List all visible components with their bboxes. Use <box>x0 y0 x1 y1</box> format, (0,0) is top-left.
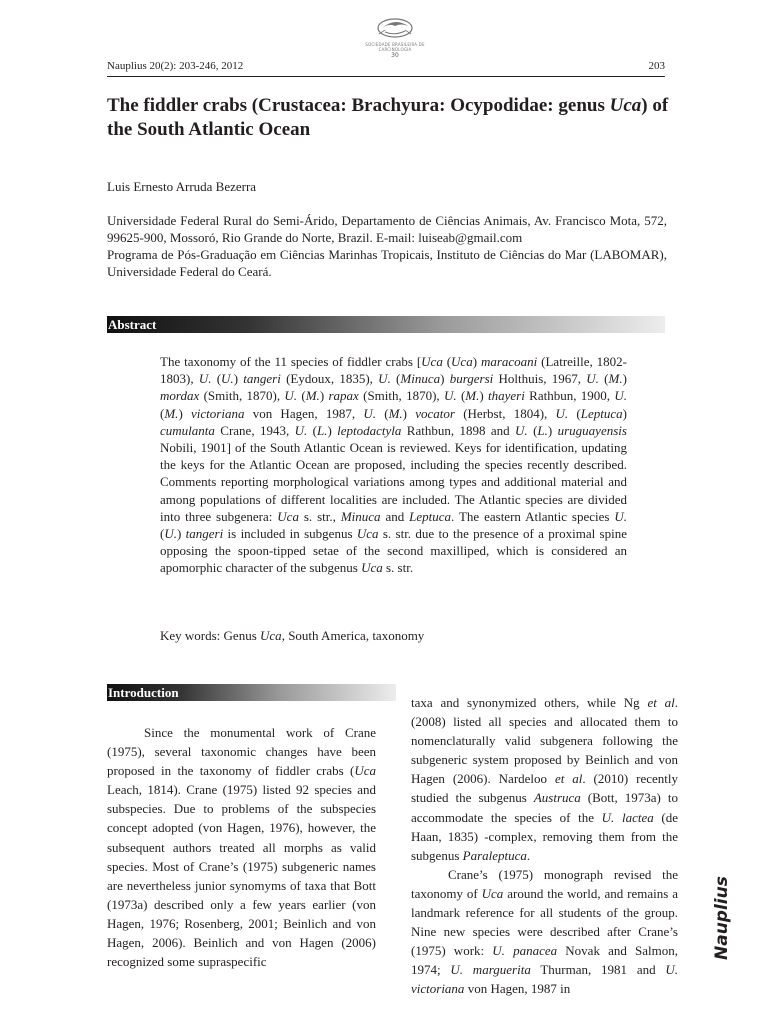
text-run: Holthuis, 1967, <box>493 371 587 387</box>
text-run: ) <box>472 354 481 369</box>
text-run: U. <box>294 422 308 438</box>
text-run: U. victoriana <box>411 962 678 997</box>
affiliation-2: Programa de Pós-Graduação em Ciências Marinhas Tropicais, Instituto de Ciências do Mar (LABOMAR), Universidade Federal do Ceará. <box>107 247 667 279</box>
text-run: ( <box>527 422 538 438</box>
abstract-heading: Abstract <box>108 317 157 332</box>
keywords <box>160 628 424 644</box>
text-run: ( <box>376 405 389 421</box>
text-run: tangeri <box>243 371 281 387</box>
text-run: ( <box>442 354 452 369</box>
text-run: rapax <box>328 388 359 404</box>
text-run: Rathbun, 1900, <box>524 388 615 404</box>
text-run: ( <box>297 388 306 404</box>
text-run: s. str. <box>382 560 414 576</box>
text-run: . (2010) recently studied the subgenus <box>411 771 678 806</box>
text-run: U. <box>378 371 391 387</box>
text-run: U. <box>515 422 528 438</box>
text-run: Leach, 1814). Crane (1975) listed 92 species and subspecies. Due to problems of the subspecies concept adopted (von Hagen, 1976), however, the subsequent authors treated all morphs as valid species. Most of Crane’s (1975) subgeneric names are nevertheless junior synomyms of taxa that Bott (1973a) described only a few years earlier (von Hagen, 1976; Rosenberg, 2001; Beinlich and von Hagen, 2006). Beinlich and von Hagen (2006) recognized some supraspecific <box>107 782 376 970</box>
text-run: L. <box>537 422 548 438</box>
text-run: is included in subgenus <box>223 526 357 542</box>
journal-side-label: Nauplius <box>712 876 732 960</box>
text-run: s. str. due to the presence of a proximal spine opposing the spoon-tipped setae of the second maxilliped, which is considered an apomorphic character of the subgenus <box>160 526 627 576</box>
text-run: Uca <box>481 885 504 901</box>
text-run: ( <box>568 405 581 421</box>
text-run: ) <box>440 371 450 387</box>
text-run: . <box>526 847 531 863</box>
text-run: von Hagen, 1987, <box>244 405 364 421</box>
running-header <box>107 60 665 76</box>
text-run: U. marguerita <box>450 962 531 978</box>
text-run: U. <box>164 526 177 542</box>
text-run: M. <box>164 405 179 421</box>
text-run: Uca <box>277 508 299 524</box>
text-run: ) <box>176 526 186 542</box>
text-run: Crane, 1943, <box>214 422 295 438</box>
text-run: Leptuca <box>580 405 623 421</box>
text-run: burgersi <box>449 371 494 387</box>
text-run: Uca <box>260 628 282 643</box>
text-run: and <box>380 508 410 524</box>
text-run: Novak and Salmon, 1974; <box>411 943 678 978</box>
abstract-heading-bar <box>107 316 665 333</box>
journal-logo <box>362 14 428 64</box>
text-run: U. <box>443 388 457 404</box>
header-rule <box>107 76 665 77</box>
text-run: (Smith, 1870), <box>199 388 285 404</box>
text-run: et al <box>647 695 675 710</box>
text-run: von Hagen, 1987 in <box>464 981 571 997</box>
text-run: Minuca <box>340 508 381 524</box>
text-run: vocator <box>415 405 455 421</box>
text-run: U. <box>555 405 569 421</box>
text-run: victoriana <box>191 405 245 421</box>
text-run: leptodactyla <box>337 422 402 438</box>
text-run: M. <box>305 388 320 404</box>
text-run: ) <box>622 405 627 421</box>
text-run: cumulanta <box>160 422 215 438</box>
text-run: U. lactea <box>601 809 654 825</box>
introduction-heading: Introduction <box>108 685 179 700</box>
text-run: Leptuca <box>409 508 452 524</box>
text-run: Thurman, 1981 and <box>530 962 666 978</box>
text-run: ) <box>327 422 338 438</box>
text-run: U. <box>363 405 376 421</box>
text-run: et al <box>554 771 583 787</box>
text-run: (de Haan, 1835) -complex, removing them from the subgenus <box>411 809 678 863</box>
text-run: ) <box>479 388 489 404</box>
text-run: Uca <box>354 763 376 779</box>
text-run: (Herbst, 1804), <box>454 405 556 421</box>
text-run: taxa and synonymized others, while Ng <box>411 695 648 710</box>
text-run: thayeri <box>488 388 525 404</box>
text-run: ( <box>160 405 165 421</box>
intro-paragraph-right-2 <box>411 865 678 999</box>
text-run: Rathbun, 1898 and <box>401 422 516 438</box>
text-run: uruguayensis <box>557 422 627 438</box>
crab-emblem-icon <box>373 14 417 42</box>
text-run: U. <box>221 371 234 387</box>
text-run: ) <box>233 371 244 387</box>
text-run: Since the monumental work of Crane (1975), several taxonomic changes have been proposed in the taxonomy of fiddler crabs ( <box>107 725 376 779</box>
text-run: Uca <box>451 354 473 369</box>
text-run: Paraleptuca <box>462 847 527 863</box>
text-run: Key words: Genus <box>160 628 261 643</box>
text-run: ) <box>402 405 416 421</box>
text-run: ) <box>547 422 558 438</box>
text-run: maracoani <box>480 354 538 369</box>
text-run: (Latreille, 1802-1803), <box>160 354 627 387</box>
text-run: around the world, and remains a landmark reference for all students of the group. Nine new species were described after Crane’s (1975) work: <box>411 885 678 959</box>
text-run: Uca <box>361 560 383 576</box>
abstract-text <box>160 353 627 577</box>
affiliations <box>107 212 667 280</box>
text-run: mordax <box>160 388 200 404</box>
text-run: ( <box>160 526 165 542</box>
intro-column-left <box>107 723 376 971</box>
text-run: Minuca <box>400 371 441 387</box>
text-run: U. panacea <box>492 943 558 959</box>
text-run: U. <box>614 388 627 404</box>
text-run: Uca <box>356 526 379 542</box>
text-run: ( <box>598 371 609 387</box>
society-number: 30 <box>391 52 399 59</box>
text-run: U. <box>614 508 628 524</box>
text-run: . The eastern Atlantic species <box>451 508 615 524</box>
affiliation-1: Universidade Federal Rural do Semi-Árido, Departamento de Ciências Animais, Av. Francisco Mota, 572, 99625-900, Mossoró, Rio Grande do Norte, Brazil. E-mail: luiseab@gmail.com <box>107 213 667 245</box>
text-run: ) <box>319 388 329 404</box>
text-run: ( <box>456 388 466 404</box>
text-run: s. str., <box>298 508 341 524</box>
text-run: tangeri <box>185 526 224 542</box>
society-name: SOCIEDADE BRASILEIRA DE CARCINOLOGIA <box>365 42 425 52</box>
text-run: ) <box>178 405 192 421</box>
text-run: . (2008) listed all species and allocated them to nomenclaturally valid subgenera following the subgeneric system proposed by Beinlich and von Hagen (2006). Nardeloo <box>411 695 678 787</box>
text-run: U. <box>198 371 212 387</box>
article-title <box>107 94 682 142</box>
title-part-2: ) of the South Atlantic Ocean <box>107 95 669 140</box>
text-run: U. <box>284 388 298 404</box>
journal-citation: Nauplius 20(2): 203-246, 2012 <box>107 60 244 72</box>
title-genus: Uca <box>609 95 642 116</box>
text-run: L. <box>316 422 328 438</box>
text-run: M. <box>608 371 623 387</box>
text-run: Crane’s (1975) monograph revised the taxonomy of <box>411 866 678 901</box>
text-run: ( <box>211 371 222 387</box>
text-run: Austruca <box>533 790 581 806</box>
intro-column-right <box>411 693 678 999</box>
text-run: Uca <box>421 354 443 369</box>
text-run: (Smith, 1870), <box>358 388 444 404</box>
text-run: ( <box>307 422 317 438</box>
text-run: ) <box>622 371 627 387</box>
text-run: , South America, taxonomy <box>281 628 425 643</box>
text-run: (Eydoux, 1835), <box>280 371 379 387</box>
text-run: The taxonomy of the 11 species of fiddler crabs [ <box>160 354 422 369</box>
title-part-1: The fiddler crabs (Crustacea: Brachyura: Ocypodidae: genus <box>107 95 610 116</box>
author-name: Luis Ernesto Arruda Bezerra <box>107 179 257 194</box>
introduction-heading-bar <box>107 684 396 701</box>
intro-paragraph-right-1 <box>411 693 678 865</box>
text-run: Nobili, 1901] of the South Atlantic Ocean is reviewed. Keys for identification, updating the keys for the Atlantic Ocean are proposed, including the species recently described. Comments reporting morphological variations among types and additional material and among populations of different localities are included. The Atlantic species are divided into three subgenera: <box>160 440 627 524</box>
text-run: M. <box>388 405 403 421</box>
text-run: M. <box>465 388 480 404</box>
text-run: U. <box>586 371 599 387</box>
page-number: 203 <box>648 60 665 72</box>
text-run: ( <box>390 371 401 387</box>
text-run: (Bott, 1973a) to accommodate the species of the <box>411 790 678 825</box>
